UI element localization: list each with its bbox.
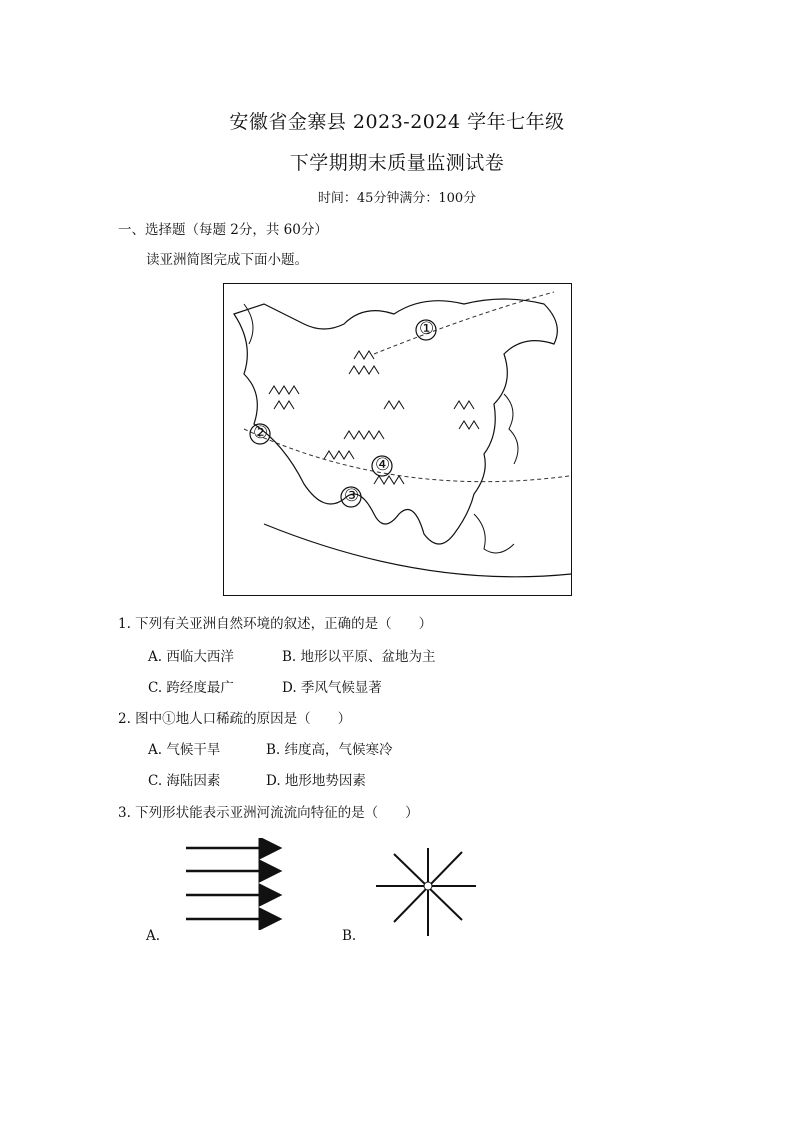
exam-meta: 时间：45分钟满分：100分: [317, 191, 477, 206]
question-3-figure-a: [182, 838, 292, 930]
question-1-option-d[interactable]: D. 季风气候显著: [282, 680, 382, 696]
question-2-stem: 2. 图中①地人口稀疏的原因是（ ）: [118, 711, 352, 727]
asia-map: [223, 283, 572, 596]
map-label-4: ④: [375, 455, 391, 475]
section-instruction: 读亚洲简图完成下面小题。: [146, 252, 308, 268]
exam-title-line1: 安徽省金寨县 2023-2024 学年七年级: [229, 111, 565, 133]
exam-title-line2: 下学期期末质量监测试卷: [289, 152, 505, 174]
question-1-option-c[interactable]: C. 跨经度最广: [148, 680, 234, 696]
question-2-option-d[interactable]: D. 地形地势因素: [266, 773, 366, 789]
question-2-option-b[interactable]: B. 纬度高，气候寒冷: [266, 742, 393, 758]
question-1-option-a[interactable]: A. 西临大西洋: [148, 649, 234, 665]
section-heading: 一、选择题（每题 2分，共 60分）: [118, 222, 328, 238]
question-3-option-b[interactable]: B.: [342, 928, 357, 944]
map-label-3: ③: [344, 486, 360, 506]
asia-map-drawing: [224, 284, 571, 595]
question-2-option-a[interactable]: A. 气候干旱: [148, 742, 221, 758]
map-label-2: ②: [253, 423, 269, 443]
map-label-1: ①: [419, 319, 435, 339]
question-1-option-b[interactable]: B. 地形以平原、盆地为主: [282, 649, 436, 665]
question-3-stem: 3. 下列形状能表示亚洲河流流向特征的是（ ）: [118, 805, 419, 821]
question-3-option-a[interactable]: A.: [146, 928, 161, 944]
question-2-option-c[interactable]: C. 海陆因素: [148, 773, 221, 789]
question-1-stem: 1. 下列有关亚洲自然环境的叙述，正确的是（ ）: [118, 616, 433, 632]
question-3-figure-b: [376, 848, 480, 940]
